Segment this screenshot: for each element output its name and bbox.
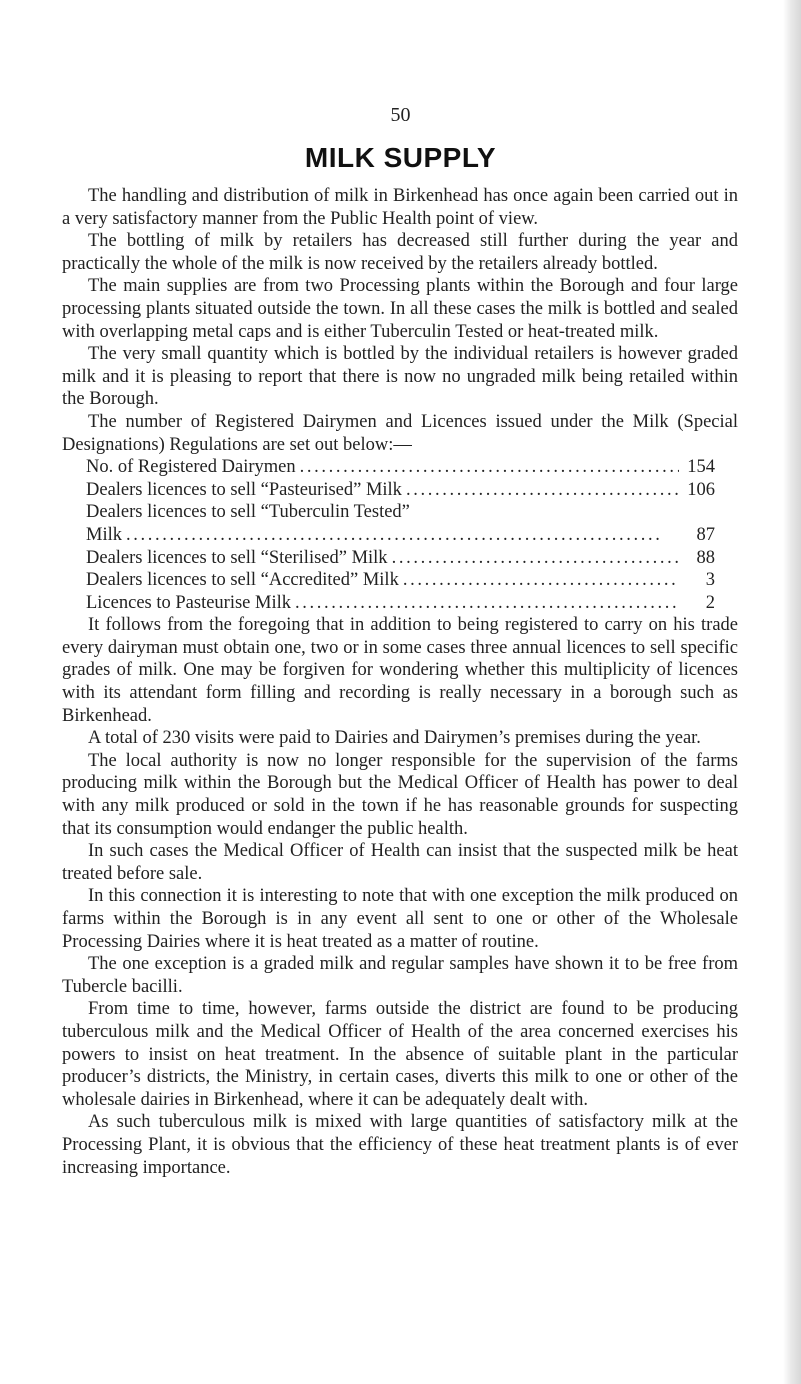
row-value: 154 <box>687 457 715 478</box>
table-row <box>86 592 715 615</box>
paragraph: From time to time, however, farms outside the district are found to be producing tuberculous milk and the Medical Officer of Health of the area concerned exercises his powers to insist on heat treatment. In the absence of suitable plant in the particular producer’s districts, the Ministry, in certain cases, diverts this milk to one or other of the wholesale dairies in Birkenhead, where it can be adequately dealt with. <box>62 999 738 1110</box>
row-label: Dealers licences to sell “Accredited” Milk <box>86 570 399 591</box>
dot-leader <box>406 479 679 502</box>
row-label: Milk <box>86 524 122 545</box>
page-title: MILK SUPPLY <box>304 142 497 173</box>
row-value: 3 <box>705 570 715 591</box>
paragraph: In this connection it is interesting to note that with one exception the milk produced on farms within the Borough is in any event all sent to one or other of the Wholesale Processing Dairies where it is heat treated as a matter of routine. <box>62 886 738 952</box>
row-label: No. of Registered Dairymen <box>86 457 296 478</box>
paragraph: In such cases the Medical Officer of Health can insist that the suspected milk be heat treated before sale. <box>62 841 738 884</box>
row-label: Licences to Pasteurise Milk <box>86 592 291 613</box>
paragraph: The main supplies are from two Processing plants within the Borough and four large processing plants situated outside the town. In all these cases the milk is bottled and sealed with overlapping metal caps and is either Tuberculin Tested or heat-treated milk. <box>62 276 738 342</box>
paragraph: As such tuberculous milk is mixed with large quantities of satisfactory milk at the Processing Plant, it is obvious that the efficiency of these heat treatment plants is of ever increasing importance. <box>62 1112 738 1178</box>
table-row <box>86 501 715 524</box>
dot-leader <box>300 456 679 479</box>
dot-leader <box>295 592 679 615</box>
paragraph: The bottling of milk by retailers has decreased still further during the year and practically the whole of the milk is now received by the retailers already bottled. <box>62 231 738 274</box>
row-value: 88 <box>696 547 715 568</box>
paragraph: The handling and distribution of milk in Birkenhead has once again been carried out in a very satisfactory manner from the Public Health point of view. <box>62 186 738 229</box>
table-row <box>86 524 715 547</box>
paragraph: It follows from the foregoing that in addition to being registered to carry on his trade every dairyman must obtain one, two or in some cases three annual licences to sell specific grades of milk. One may be forgiven for wondering whether this multiplicity of licences with its attendant form filling and recording is really necessary in a borough such as Birkenhead. <box>62 615 738 726</box>
dot-leader <box>403 569 679 592</box>
paragraph: A total of 230 visits were paid to Dairies and Dairymen’s premises during the year. <box>88 728 701 749</box>
paragraph: The local authority is now no longer responsible for the supervision of the farms producing milk within the Borough but the Medical Officer of Health has power to deal with any milk produced or sold in the town if he has reasonable grounds for suspecting that its consumption would endanger the public health. <box>62 750 738 839</box>
page-number: 50 <box>390 104 411 126</box>
table-row <box>86 547 715 570</box>
row-value: 2 <box>705 592 715 613</box>
row-label: Dealers licences to sell “Tuberculin Tested” <box>86 502 410 523</box>
page-edge-shadow <box>783 0 801 1384</box>
row-label: Dealers licences to sell “Pasteurised” Milk <box>86 479 402 500</box>
table-row <box>86 569 715 592</box>
document-body <box>62 185 738 1179</box>
licence-table <box>86 456 715 614</box>
row-label: Dealers licences to sell “Sterilised” Milk <box>86 547 388 568</box>
table-row <box>86 456 715 479</box>
row-value: 87 <box>696 524 715 545</box>
dot-leader <box>392 547 679 570</box>
dot-leader <box>126 524 679 547</box>
row-value: 106 <box>687 479 715 500</box>
table-row <box>86 479 715 502</box>
paragraph: The number of Registered Dairymen and Licences issued under the Milk (Special Designations) Regulations are set out below:— <box>62 411 738 455</box>
paragraph: The very small quantity which is bottled by the individual retailers is however graded milk and it is pleasing to report that there is now no ungraded milk being retailed within the Borough. <box>62 344 738 410</box>
paragraph: The one exception is a graded milk and regular samples have shown it to be free from Tubercle bacilli. <box>62 954 738 997</box>
